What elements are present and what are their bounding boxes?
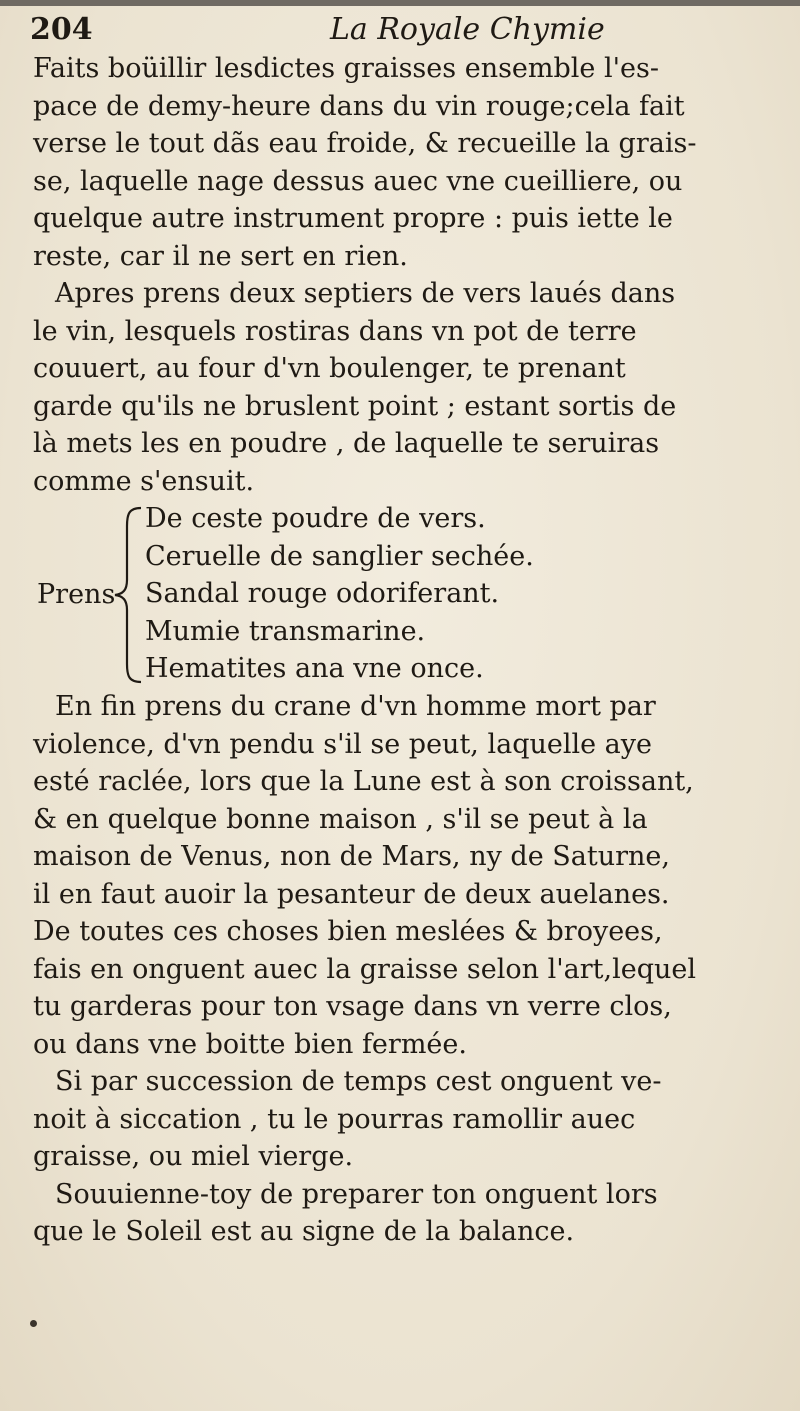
text-line: pace de demy-heure dans du vin rouge;cela fait	[33, 90, 685, 122]
text-line: Souuienne-toy de preparer ton onguent lors	[55, 1178, 658, 1210]
text-line: violence, d'vn pendu s'il se peut, laquelle aye	[33, 728, 653, 760]
text-line: Apres prens deux septiers de vers laués dans	[55, 278, 676, 309]
text-line: que le Soleil est au signe de la balance.	[33, 1216, 575, 1247]
recipe-list	[33, 500, 773, 688]
text-line: maison de Venus, non de Mars, ny de Saturne,	[33, 841, 670, 872]
ingredient-list	[145, 500, 534, 688]
text-line: Si par succession de temps cest onguent ve-	[55, 1066, 662, 1097]
text-line: & en quelque bonne maison , s'il se peut à la	[33, 803, 648, 835]
paragraph	[33, 1176, 773, 1251]
text-line: garde qu'ils ne bruslent point ; estant sortis de	[33, 390, 677, 422]
text-line: quelque autre instrument propre : puis iette le	[33, 203, 673, 234]
page-number: 204	[30, 12, 93, 47]
running-title: La Royale Chymie	[330, 12, 605, 47]
ingredient-item: Mumie transmarine.	[145, 615, 426, 647]
recipe-label: Prens	[37, 579, 116, 610]
text-line: fais en onguent auec la graisse selon l'art,lequel	[33, 953, 697, 985]
ingredient-item: Hematites ana vne once.	[145, 653, 484, 684]
page-top-edge	[0, 0, 800, 6]
text-line: Faits boüillir lesdictes graisses ensemble l'es-	[33, 53, 660, 84]
text-line: il en faut auoir la pesanteur de deux auelanes.	[33, 878, 670, 910]
text-line: reste, car il ne sert en rien.	[33, 240, 408, 272]
page-header	[30, 12, 780, 52]
text-line: graisse, ou miel vierge.	[33, 1141, 354, 1172]
text-line: se, laquelle nage dessus auec vne cueilliere, ou	[33, 165, 683, 197]
text-line: couuert, au four d'vn boulenger, te prenant	[33, 353, 626, 384]
text-line: En fin prens du crane d'vn homme mort par	[55, 691, 656, 722]
text-line: noit à siccation , tu le pourras ramollir auec	[33, 1103, 636, 1135]
ink-spot	[30, 1320, 37, 1327]
text-line: comme s'ensuit.	[33, 465, 255, 497]
ingredient-item: Sandal rouge odoriferant.	[145, 578, 500, 609]
text-line: De toutes ces choses bien meslées & broyees,	[33, 916, 663, 947]
paragraph	[33, 688, 773, 1063]
text-line: tu garderas pour ton vsage dans vn verre clos,	[33, 991, 672, 1022]
text-line: verse le tout dãs eau froide, & recueille la grais-	[33, 128, 697, 159]
ingredient-item: De ceste poudre de vers.	[145, 503, 486, 534]
text-line: esté raclée, lors que la Lune est à son croissant,	[33, 766, 694, 797]
text-line: là mets les en poudre , de laquelle te seruiras	[33, 428, 660, 459]
text-line: ou dans vne boitte bien fermée.	[33, 1028, 467, 1060]
ingredient-item: Ceruelle de sanglier sechée.	[145, 540, 534, 572]
paragraph	[33, 1063, 773, 1176]
paragraph	[33, 50, 773, 275]
paragraph	[33, 275, 773, 500]
body-text	[33, 50, 773, 1251]
text-line: le vin, lesquels rostiras dans vn pot de terre	[33, 315, 637, 347]
